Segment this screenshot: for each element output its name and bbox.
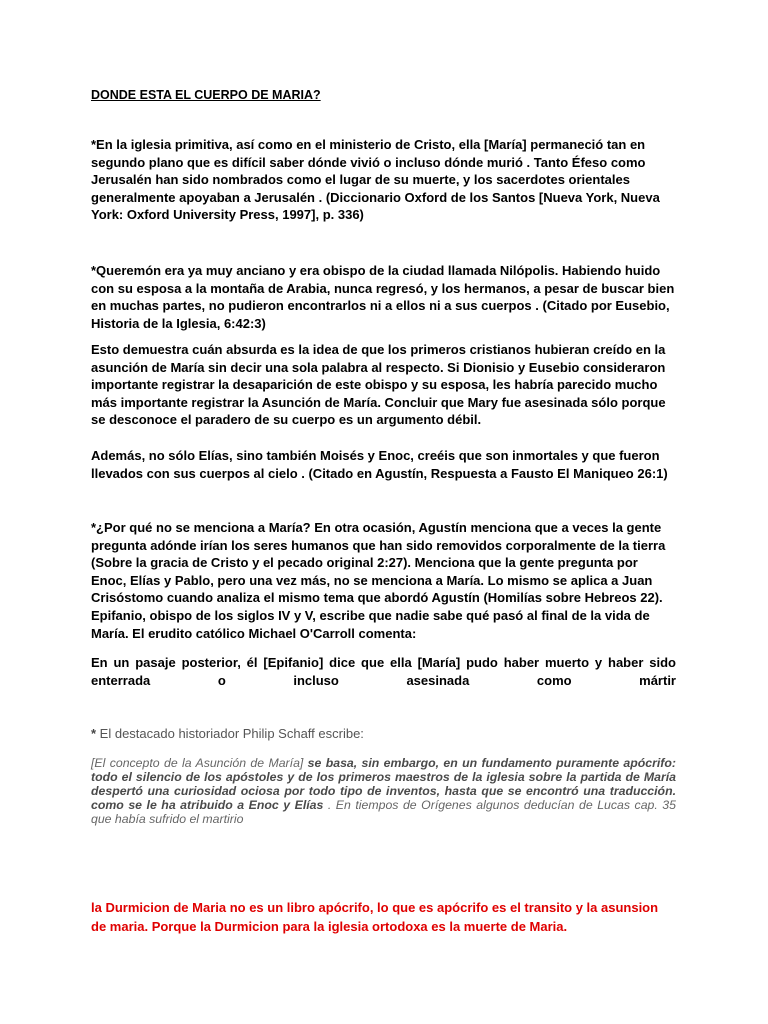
paragraph-elias-moises: Además, no sólo Elías, sino también Moisés y Enoc, creéis que son inmortales y que fueron llevados con sus cuerpos al cielo . (Citado en Agustín, Respuesta a Fausto El Maniqueo 26:1) [91,448,668,481]
red-note: la Durmicion de Maria no es un libro apócrifo, lo que es apócrifo es el transito y la asunsion de maria. Porque la Durmicion para la iglesia ortodoxa es la muerte de Maria. [91,900,659,934]
paragraph-absurd-idea: Esto demuestra cuán absurda es la idea de que los primeros cristianos hubieran creído en la asunción de María sin decir una sola palabra al respecto. Si Dionisio y Eusebio consideraron importante registrar la desaparición de este obispo y su esposa, les habría parecido mucho más importante registrar la Asunción de María. Concluir que Mary fue asesinada sólo porque se desconoce el paradero de su cuerpo es un argumento débil. [91,342,666,428]
schaff-bullet: * [91,726,97,741]
quote-part-2: se basa, sin embargo, en un fundamento puramente apócrifo: todo el silencio de los apóstoles y de los primeros maestros de la iglesia sobre la partida de María despertó una curiosidad ociosa por todo tipo de inventos, hasta que se encontró una traducción. como se le ha atribuido a Enoc y Elías [91,756,676,812]
page-title: DONDE ESTA EL CUERPO DE MARIA? [91,88,321,102]
schaff-intro-text: El destacado historiador Philip Schaff escribe: [96,726,364,741]
schaff-quote [91,756,676,826]
paragraph-epifanio: En un pasaje posterior, él [Epifanio] dice que ella [María] pudo haber muerto y haber sido enterrada o incluso asesinada como mártir [91,655,676,688]
paragraph-queremon: *Queremón era ya muy anciano y era obispo de la ciudad llamada Nilópolis. Habiendo huido con su esposa a la montaña de Arabia, nunca regresó, y los hermanos, a pesar de buscar bien en muchas partes, no pudieron encontrarlos ni a ellos ni a sus cuerpos . (Citado por Eusebio, Historia de la Iglesia, 6:42:3) [91,263,675,331]
quote-part-3: . En tiempos de Orígenes algunos deducían de Lucas cap. 35 que había sufrido el martirio [91,798,676,826]
quote-part-1: [El concepto de la Asunción de María] [91,756,304,770]
schaff-intro [91,726,676,741]
paragraph-oxford-saints: *En la iglesia primitiva, así como en el ministerio de Cristo, ella [María] permaneció tan en segundo plano que es difícil saber dónde vivió o incluso dónde murió . Tanto Éfeso como Jerusalén han sido nombrados como el lugar de su muerte, y los sacerdotes orientales generalmente apoyaban a Jerusalén . (Diccionario Oxford de los Santos [Nueva York, Nueva York: Oxford University Press, 1997], p. 336) [91,137,660,223]
paragraph-why-not-mary: *¿Por qué no se menciona a María? En otra ocasión, Agustín menciona que a veces la gente pregunta adónde irían los seres humanos que han sido removidos corporalmente de la tierra (Sobre la gracia de Cristo y el pecado original 2:27). Menciona que la gente pregunta por Enoc, Elías y Pablo, pero una vez más, no se menciona a María. Lo mismo se aplica a Juan Crisóstomo cuando analiza el mismo tema que abordó Agustín (Homilías sobre Hebreos 22). Epifanio, obispo de los siglos IV y V, escribe que nadie sabe qué pasó al final de la vida de María. El erudito católico Michael O'Carroll comenta: [91,520,666,641]
